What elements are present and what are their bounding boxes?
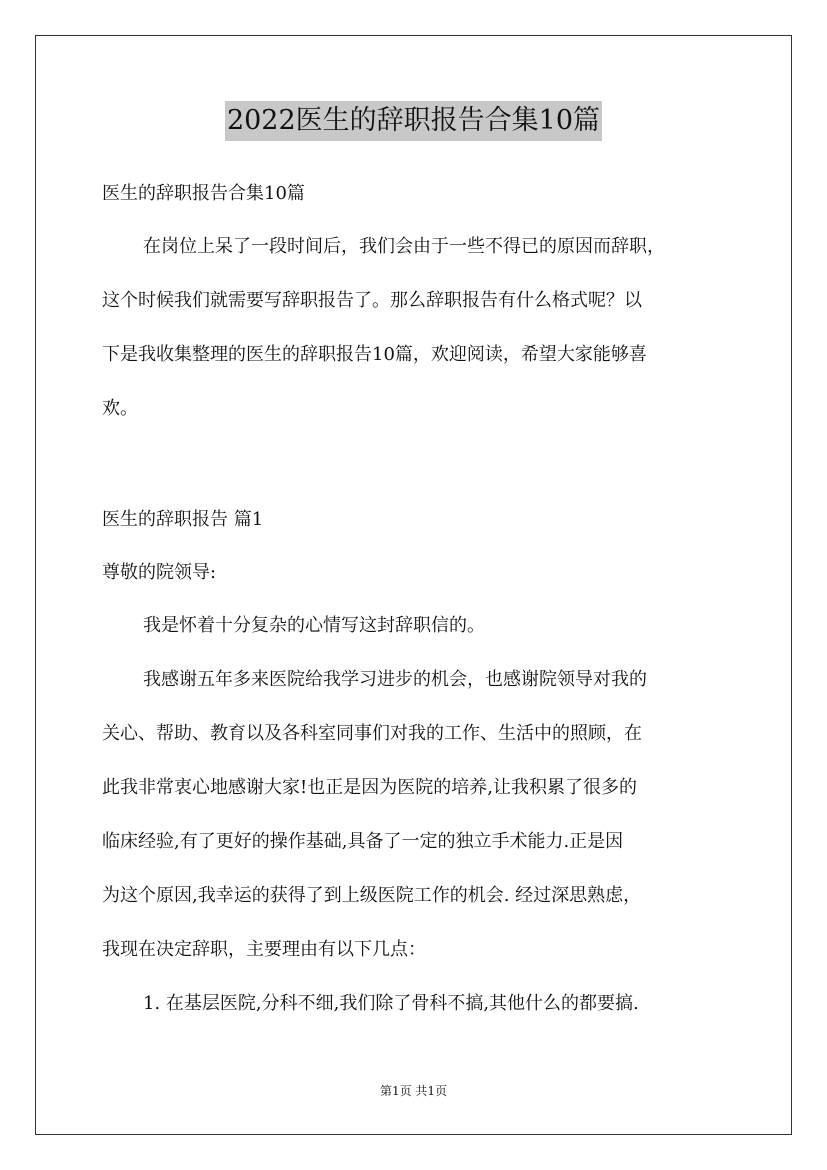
document-title: 2022医生的辞职报告合集10篇 [225,101,602,141]
body-line-3: 此我非常衷心地感谢大家!也正是因为医院的培养,让我积累了很多的 [102,777,637,798]
section-heading: 医生的辞职报告 篇1 [102,509,264,530]
page-footer: 第1页 共1页 [379,1084,448,1098]
intro-line-4: 欢。 [102,398,138,419]
body-line-4: 临床经验,有了更好的操作基础,具备了一定的独立手术能力.正是因 [102,831,624,852]
point-1: 1. 在基层医院,分科不细,我们除了骨科不搞,其他什么的都要搞. [143,993,639,1014]
body-line-5: 为这个原因,我幸运的获得了到上级医院工作的机会. 经过深思熟虑， [102,885,642,906]
document-subtitle: 医生的辞职报告合集10篇 [102,183,305,204]
intro-line-2: 这个时候我们就需要写辞职报告了。那么辞职报告有什么格式呢？以 [102,290,642,311]
intro-line-3: 下是我收集整理的医生的辞职报告10篇，欢迎阅读，希望大家能够喜 [102,344,647,365]
opening-line: 我是怀着十分复杂的心情写这封辞职信的。 [143,615,485,636]
body-line-1: 我感谢五年多来医院给我学习进步的机会，也感谢院领导对我的 [143,669,647,690]
body-line-2: 关心、帮助、教育以及各科室同事们对我的工作、生活中的照顾，在 [102,723,642,744]
salutation: 尊敬的院领导: [102,562,217,583]
body-line-6: 我现在决定辞职，主要理由有以下几点： [102,939,426,960]
intro-line-1: 在岗位上呆了一段时间后，我们会由于一些不得已的原因而辞职， [143,236,665,257]
title-wrap [0,101,827,141]
